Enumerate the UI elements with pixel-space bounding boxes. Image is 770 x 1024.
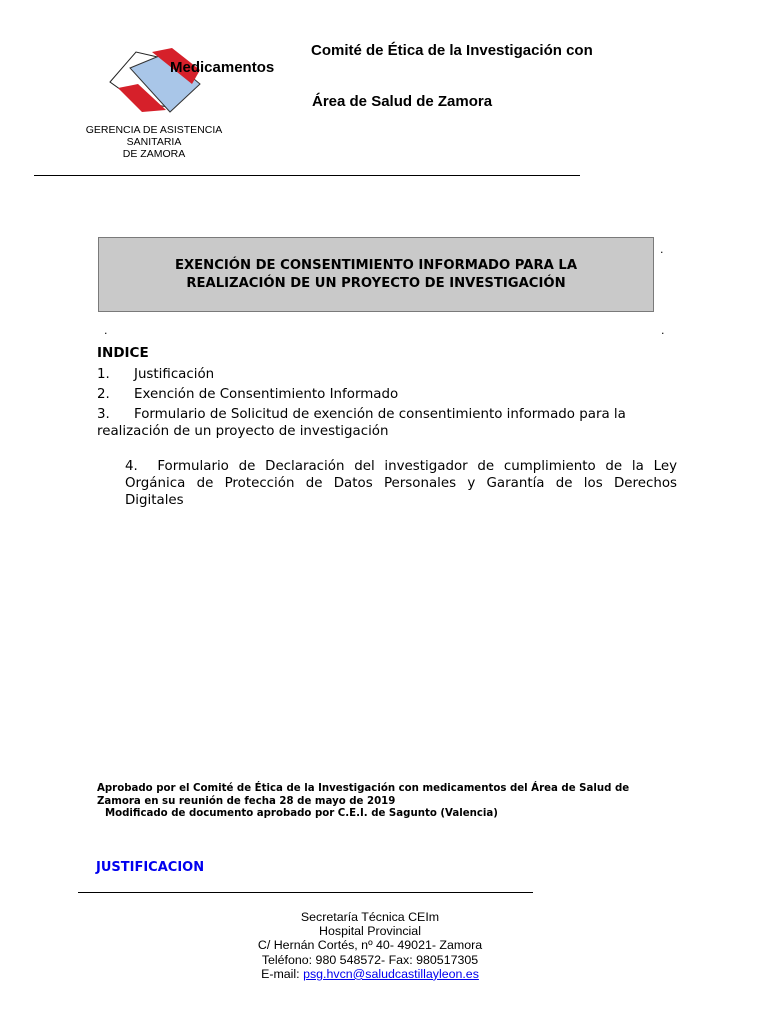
committee-name-cont: Medicamentos <box>170 59 275 76</box>
index-item: 4. Formulario de Declaración del investigador de cumplimiento de la Ley Orgánica de Protección de Datos Personales y Garantía de los Derechos Digitales <box>125 459 678 508</box>
sacyl-logo <box>108 44 204 116</box>
header-divider <box>34 175 580 176</box>
document-title-line1: EXENCIÓN DE CONSENTIMIENTO INFORMADO PARA LA <box>174 257 578 273</box>
document-title-line2: REALIZACIÓN DE UN PROYECTO DE INVESTIGACIÓN <box>186 275 566 291</box>
footer-divider <box>78 892 533 893</box>
email-link[interactable]: psg.hvcn@saludcastillayleon.es <box>303 966 479 981</box>
section-heading-justificacion: JUSTIFICACION <box>96 860 205 875</box>
index-item: 2. Exención de Consentimiento Informado <box>97 387 399 402</box>
committee-name: Comité de Ética de la Investigación con <box>311 42 593 59</box>
index-item: 3. Formulario de Solicitud de exención de consentimiento informado para la realización de un proyecto de investigación <box>97 407 626 439</box>
footer-contact: Secretaría Técnica CEIm Hospital Provincial C/ Hernán Cortés, nº 40- 49021- Zamora Teléfono: 980 548572- Fax: 980517305 E-mail: psg.hvcn@saludcastillayleon.es <box>257 910 483 981</box>
index-item: 1. Justificación <box>97 367 215 382</box>
dot-marker: . <box>104 324 108 337</box>
area-name: Área de Salud de Zamora <box>312 93 493 110</box>
approval-note: Aprobado por el Comité de Ética de la Investigación con medicamentos del Área de Salud de Zamora en su reunión de fecha 28 de mayo de 2019 Modificado de documento aprobado por C.E.I. de Sagunto (Valencia) <box>97 783 630 819</box>
gerencia-label: GERENCIA DE ASISTENCIA SANITARIA DE ZAMORA <box>85 124 223 160</box>
index-title: INDICE <box>97 345 149 361</box>
dot-marker: . <box>660 243 664 256</box>
document-title-box <box>98 237 654 312</box>
dot-marker: . <box>661 324 665 337</box>
